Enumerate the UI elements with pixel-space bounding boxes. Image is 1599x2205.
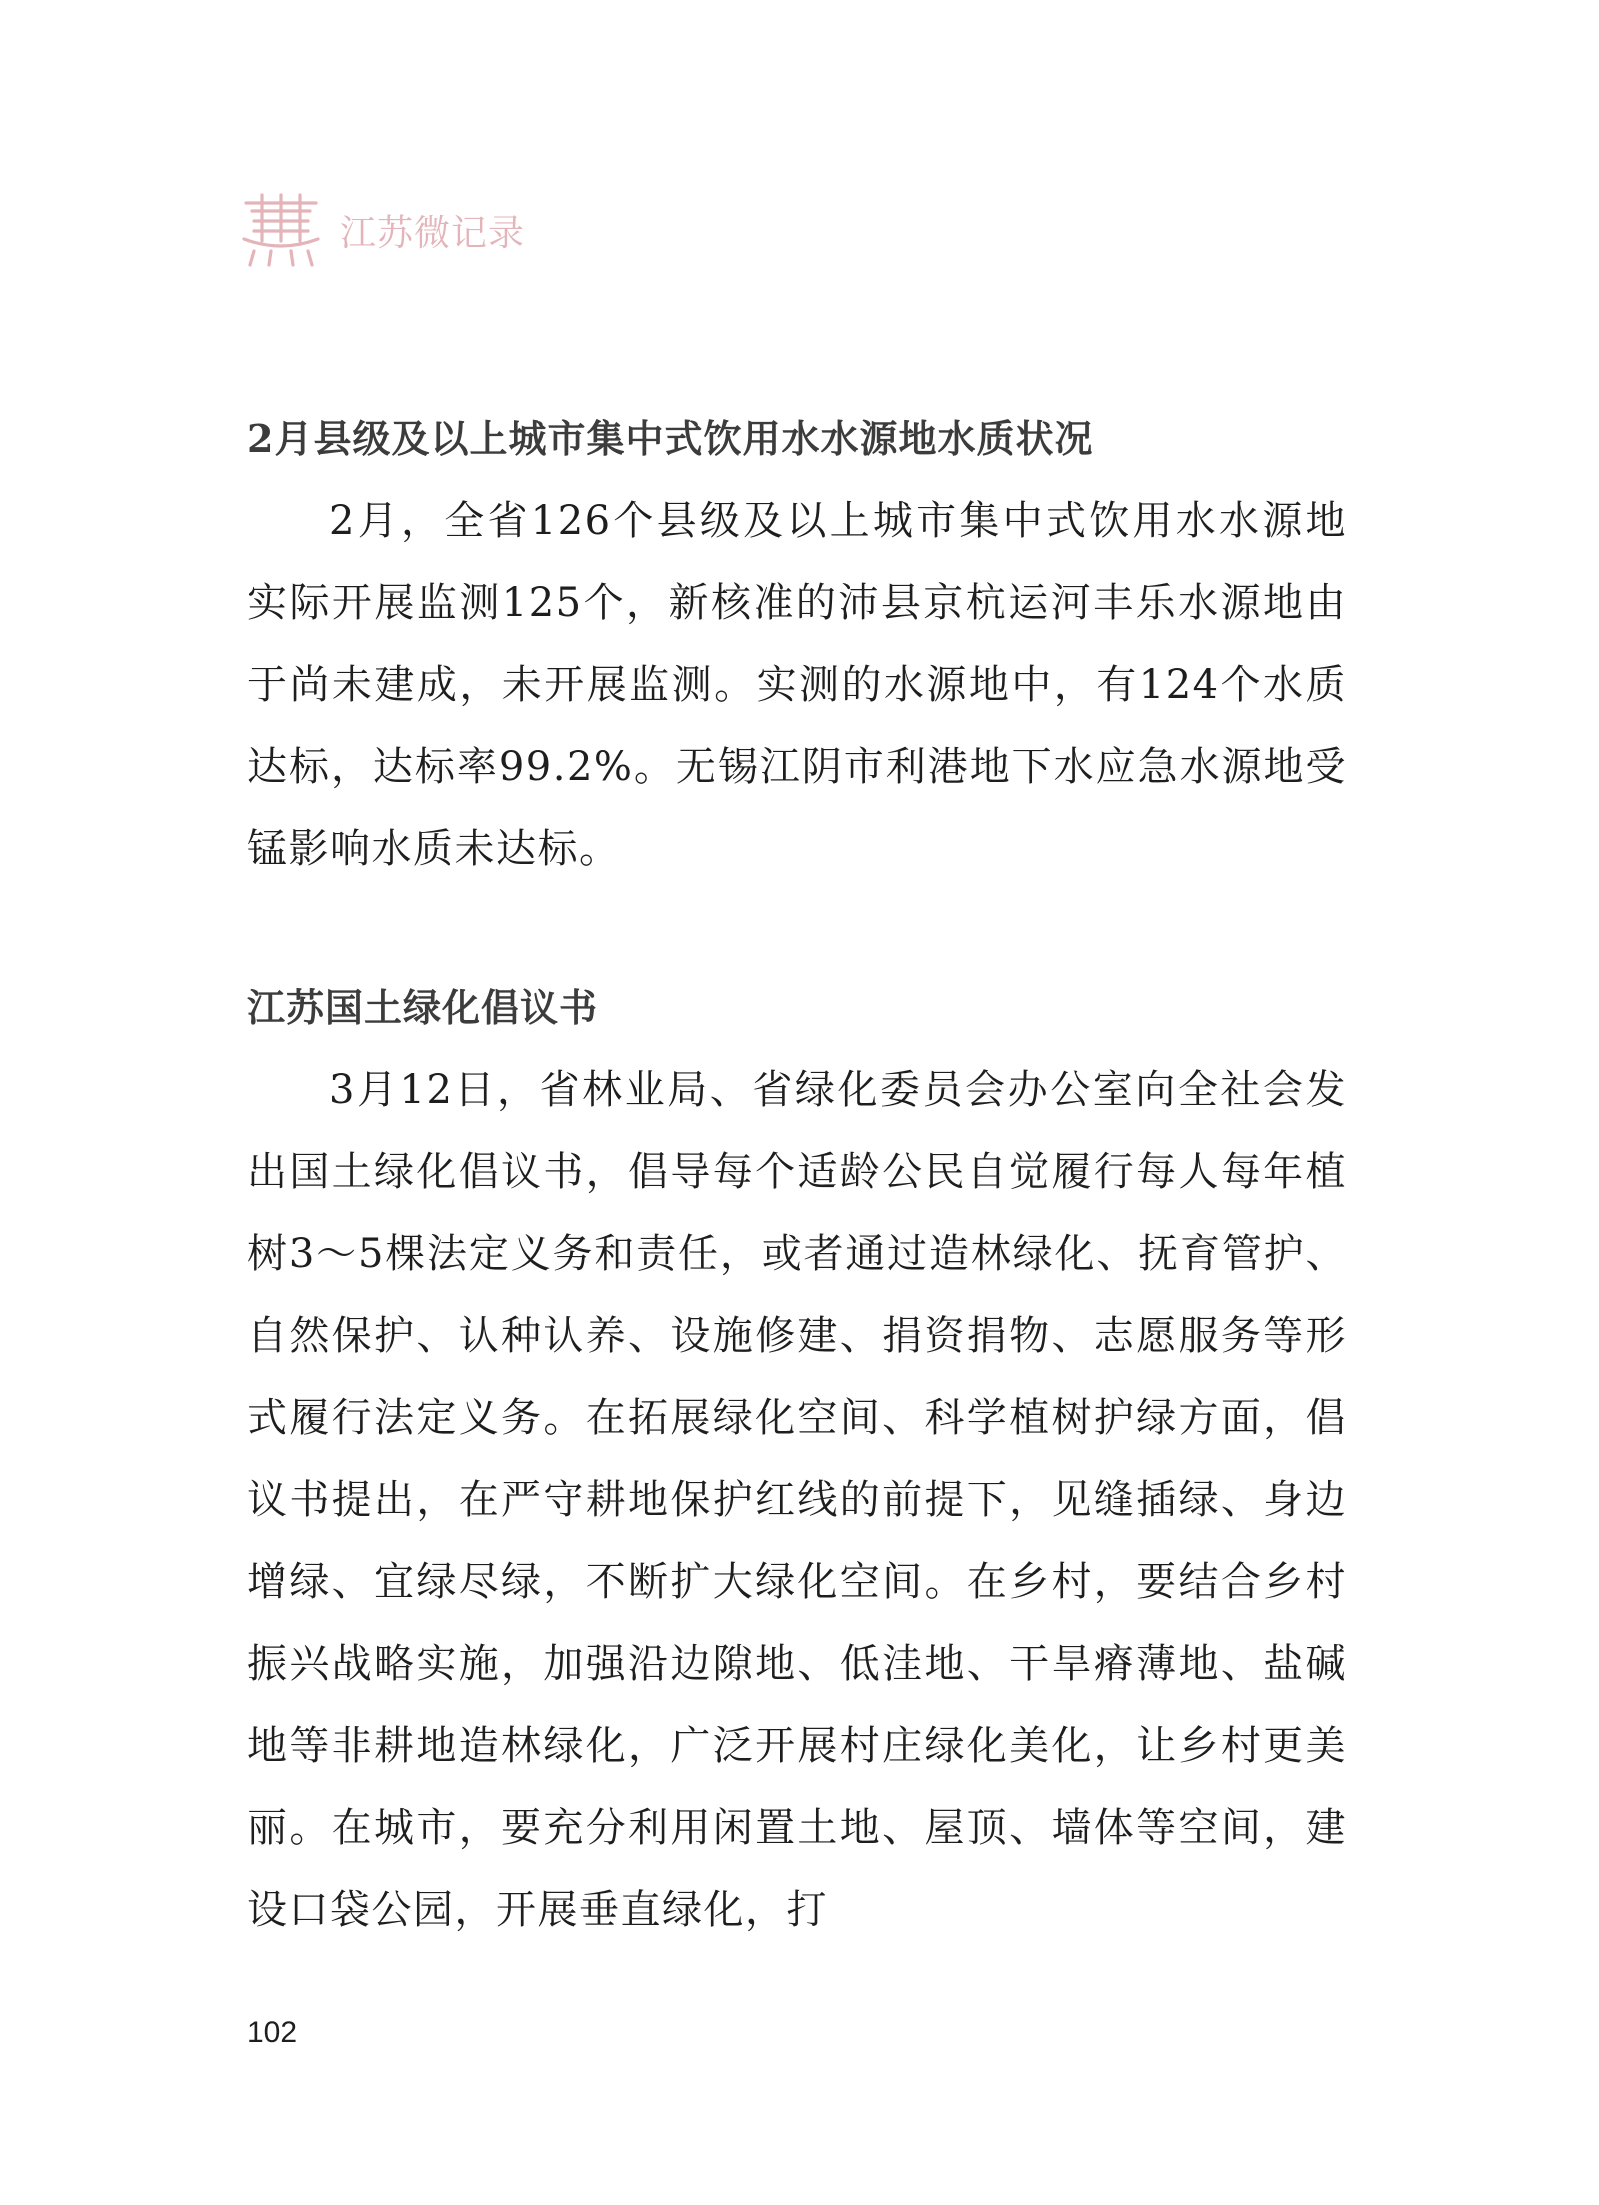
header-title: 江苏微记录 bbox=[340, 212, 526, 254]
jiangsu-logo-icon bbox=[240, 189, 322, 271]
section-paragraph-water-quality: 2月，全省126个县级及以上城市集中式饮用水水源地实际开展监测125个，新核准的沛县京杭运河丰乐水源地由于尚未建成，未开展监测。实测的水源地中，有124个水质达标，达标率99.2%。无锡江阴市利港地下水应急水源地受锰影响水质未达标。 bbox=[247, 498, 1347, 872]
page-header bbox=[240, 185, 525, 275]
page-content bbox=[247, 398, 1347, 1951]
page-number: 102 bbox=[247, 2016, 298, 2049]
section-heading-greening-initiative: 江苏国土绿化倡议书 bbox=[247, 985, 599, 1030]
section-paragraph-greening-initiative: 3月12日，省林业局、省绿化委员会办公室向全社会发出国土绿化倡议书，倡导每个适龄公民自觉履行每人每年植树3～5棵法定义务和责任，或者通过造林绿化、抚育管护、自然保护、认种认养、设施修建、捐资捐物、志愿服务等形式履行法定义务。在拓展绿化空间、科学植树护绿方面，倡议书提出，在严守耕地保护红线的前提下，见缝插绿、身边增绿、宜绿尽绿，不断扩大绿化空间。在乡村，要结合乡村振兴战略实施，加强沿边隙地、低洼地、干旱瘠薄地、盐碱地等非耕地造林绿化，广泛开展村庄绿化美化，让乡村更美丽。在城市，要充分利用闲置土地、屋顶、墙体等空间，建设口袋公园，开展垂直绿化，打 bbox=[247, 1067, 1347, 1933]
section-heading-water-quality: 2月县级及以上城市集中式饮用水水源地水质状况 bbox=[247, 416, 1094, 461]
